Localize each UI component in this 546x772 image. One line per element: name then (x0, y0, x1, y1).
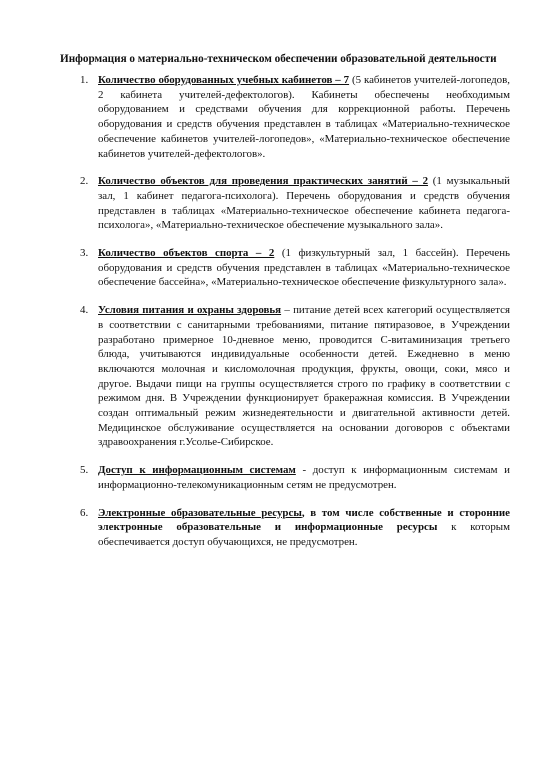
item-heading: Электронные образовательные ресурсы (98, 506, 302, 519)
item-heading: Количество объектов спорта – 2 (98, 247, 275, 260)
item-text: к которым обеспечивается доступ обучающихся, не предусмотрен. (98, 521, 511, 548)
item-text: (1 физкультурный зал, 1 бассейн). Перечень оборудования и средств обучения представлен в таблицах «Материально-техническое обеспечение бассейна», «Материально-техническое обеспечение физкультурного зала». (98, 247, 510, 289)
item-text: - доступ к информационным системам и информационно-телекомуникационным сетям не предусмотрен. (98, 464, 510, 491)
item-text: (1 музыкальный зал, 1 кабинет педагога-психолога). Перечень оборудования и средств обучения представлен в таблицах «Материально-техническое обеспечение кабинета педагога-психолога», «Материально-техническое обеспечение музыкального зала». (98, 175, 510, 232)
item-number: 6. (80, 506, 89, 519)
item-heading: Условия питания и охраны здоровья (98, 304, 282, 317)
item-text: (5 кабинетов учителей-логопедов, 2 кабинета учителей-дефектологов). Кабинеты обеспечены необходимым оборудованием и средствами обучения для коррекционной работы. Перечень оборудования и средств обучения представлен в таблицах «Материально-техническое обеспечение кабинетов учителей-логопедов», «Материально-техническое обеспечение кабинетов учителей-дефектологов». (98, 74, 510, 160)
item-text: – питание детей всех категорий осуществляется в соответствии с санитарными требованиями, питание пятиразовое, в Учреждении разработано примерное 10-дневное меню, проводится С-витаминизация третьего блюда, учитываются индивидуальные особенности детей. Ежедневно в меню включаются молочная и кисломолочная продукция, фрукты, овощи, соки, мясо и другое. Выдачи пищи на группы осуществляется строго по графику в соответствии с режимом дня. В Учреждении функционирует бракеражная комиссия. В Учреждении создан оптимальный режим жизнедеятельности и двигательной активности детей. Медицинское обслуживание осуществляется на основании договоров с объектами здравоохранения г.Усолье-Сибирское. (98, 304, 510, 449)
item-heading: Количество объектов для проведения практических занятий – 2 (98, 175, 429, 188)
item-number: 5. (80, 464, 89, 477)
list-item (80, 506, 510, 550)
item-number: 2. (80, 175, 89, 188)
item-number: 3. (80, 247, 89, 260)
item-heading: Количество оборудованных учебных кабинетов – 7 (98, 74, 350, 86)
info-list (80, 73, 510, 563)
page-title: Информация о материально-техническом обеспечении образовательной деятельности (60, 53, 497, 65)
list-item (80, 463, 510, 492)
list-item (80, 73, 510, 161)
item-heading: Доступ к информационным системам (98, 464, 296, 477)
list-item (80, 246, 510, 290)
item-bold-text: , в том числе собственные и сторонние электронные образовательные и информационные ресурсы (98, 506, 511, 534)
list-item (80, 303, 510, 450)
item-number: 1. (80, 74, 89, 86)
item-number: 4. (80, 304, 89, 317)
list-item (80, 174, 510, 233)
